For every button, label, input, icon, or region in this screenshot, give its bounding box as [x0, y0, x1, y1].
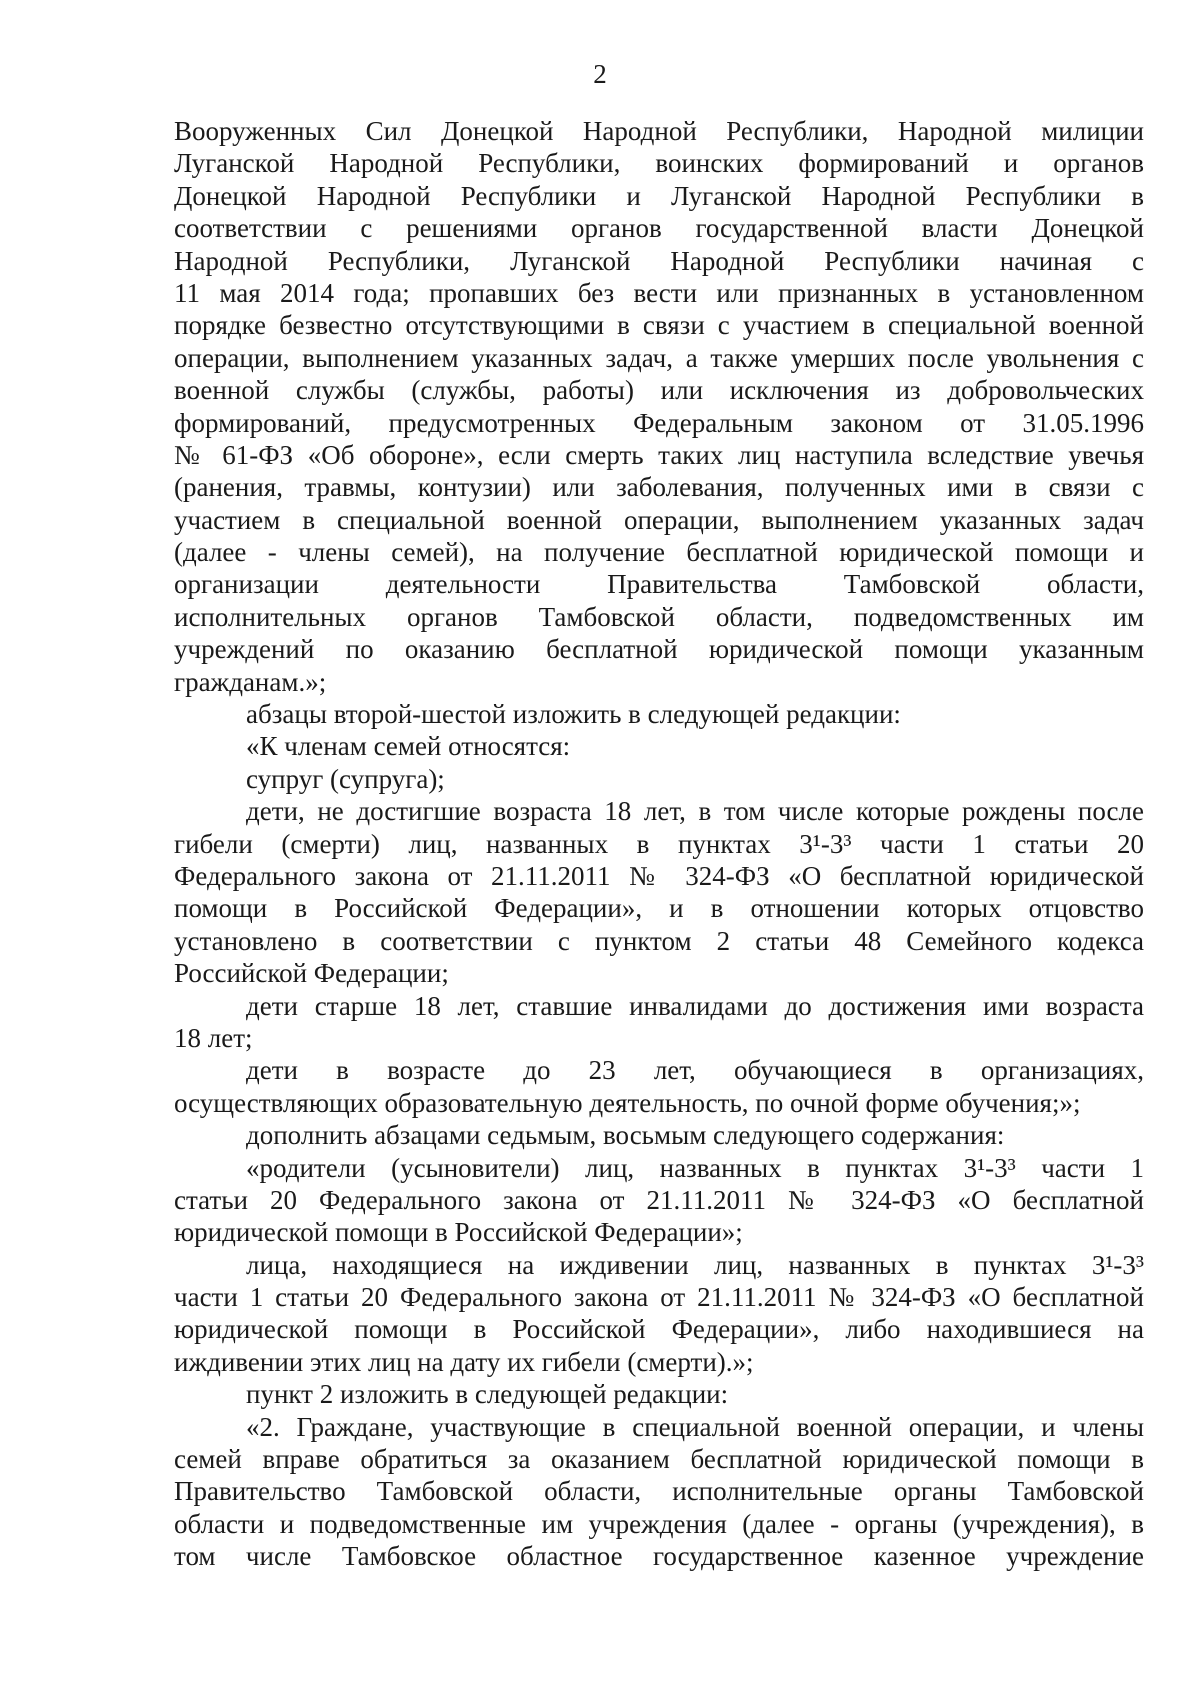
text-line: участием в специальной военной операции, выполнением указанных задач	[174, 504, 1144, 535]
text-line: дети, не достигшие возраста 18 лет, в том числе которые рождены после	[246, 796, 1144, 827]
text-line: иждивении этих лиц на дату их гибели (смерти).»;	[174, 1346, 754, 1377]
text-line: 11 мая 2014 года; пропавших без вести или признанных в установленном	[174, 277, 1144, 308]
text-line: соответствии с решениями органов государственной власти Донецкой	[174, 213, 1144, 244]
page-number: 2	[593, 59, 607, 89]
text-line: военной службы (службы, работы) или исключения из добровольческих	[174, 375, 1144, 406]
text-line: порядке безвестно отсутствующими в связи с участием в специальной военной	[174, 310, 1144, 341]
text-line: исполнительных органов Тамбовской области, подведомственных им	[174, 601, 1144, 632]
text-line: помощи в Российской Федерации», и в отношении которых отцовство	[174, 893, 1144, 924]
text-line: операции, выполнением указанных задач, а также умерших после увольнения с	[174, 342, 1144, 373]
text-line: учреждений по оказанию бесплатной юридической помощи указанным	[174, 634, 1144, 665]
text-line: Российской Федерации;	[174, 958, 449, 989]
text-line: установлено в соответствии с пунктом 2 статьи 48 Семейного кодекса	[174, 925, 1144, 956]
text-line: лица, находящиеся на иждивении лиц, названных в пунктах 3¹-3³	[246, 1249, 1144, 1280]
document-body	[174, 115, 1144, 1573]
text-line: дополнить абзацами седьмым, восьмым следующего содержания:	[246, 1120, 1005, 1151]
text-line: семей вправе обратиться за оказанием бесплатной юридической помощи в	[174, 1444, 1144, 1475]
text-line: юридической помощи в Российской Федерации», либо находившиеся на	[174, 1314, 1144, 1345]
text-line: (далее - члены семей), на получение бесплатной юридической помощи и	[174, 537, 1144, 568]
text-line: осуществляющих образовательную деятельность, по очной форме обучения;»;	[174, 1087, 1081, 1118]
text-line: пункт 2 изложить в следующей редакции:	[246, 1379, 729, 1410]
text-line: «родители (усыновители) лиц, названных в пунктах 3¹-3³ части 1	[246, 1152, 1144, 1183]
text-line: Федерального закона от 21.11.2011 № 324-ФЗ «О бесплатной юридической	[174, 860, 1144, 891]
text-line: статьи 20 Федерального закона от 21.11.2011 № 324-ФЗ «О бесплатной	[174, 1184, 1144, 1215]
text-line: Донецкой Народной Республики и Луганской Народной Республики в	[174, 180, 1144, 211]
text-line: «К членам семей относятся:	[246, 731, 571, 762]
text-line: абзацы второй-шестой изложить в следующей редакции:	[246, 699, 901, 730]
text-line: № 61-ФЗ «Об обороне», если смерть таких лиц наступила вследствие увечья	[174, 439, 1144, 470]
text-line: (ранения, травмы, контузии) или заболевания, полученных ими в связи с	[174, 472, 1144, 503]
text-line: Народной Республики, Луганской Народной Республики начиная с	[174, 245, 1144, 276]
text-line: дети старше 18 лет, ставшие инвалидами до достижения ими возраста	[246, 990, 1144, 1021]
text-line: гибели (смерти) лиц, названных в пунктах 3¹-3³ части 1 статьи 20	[174, 828, 1144, 859]
text-line: дети в возрасте до 23 лет, обучающиеся в организациях,	[246, 1055, 1144, 1086]
text-line: организации деятельности Правительства Тамбовской области,	[174, 569, 1144, 600]
text-line: формирований, предусмотренных Федеральным законом от 31.05.1996	[174, 407, 1144, 438]
text-line: юридической помощи в Российской Федерации»;	[174, 1217, 743, 1248]
text-line: «2. Граждане, участвующие в специальной военной операции, и члены	[246, 1411, 1144, 1442]
text-line: Вооруженных Сил Донецкой Народной Республики, Народной милиции	[174, 116, 1144, 146]
text-line: Правительство Тамбовской области, исполнительные органы Тамбовской	[174, 1476, 1144, 1507]
text-line: 18 лет;	[174, 1022, 253, 1053]
text-line: супруг (супруга);	[246, 763, 445, 794]
text-line: том числе Тамбовское областное государственное казенное учреждение	[174, 1541, 1144, 1572]
text-line: части 1 статьи 20 Федерального закона от 21.11.2011 № 324-ФЗ «О бесплатной	[174, 1282, 1144, 1313]
text-line: области и подведомственные им учреждения (далее - органы (учреждения), в	[174, 1508, 1144, 1539]
text-line: гражданам.»;	[174, 666, 327, 697]
text-line: Луганской Народной Республики, воинских формирований и органов	[174, 148, 1144, 179]
